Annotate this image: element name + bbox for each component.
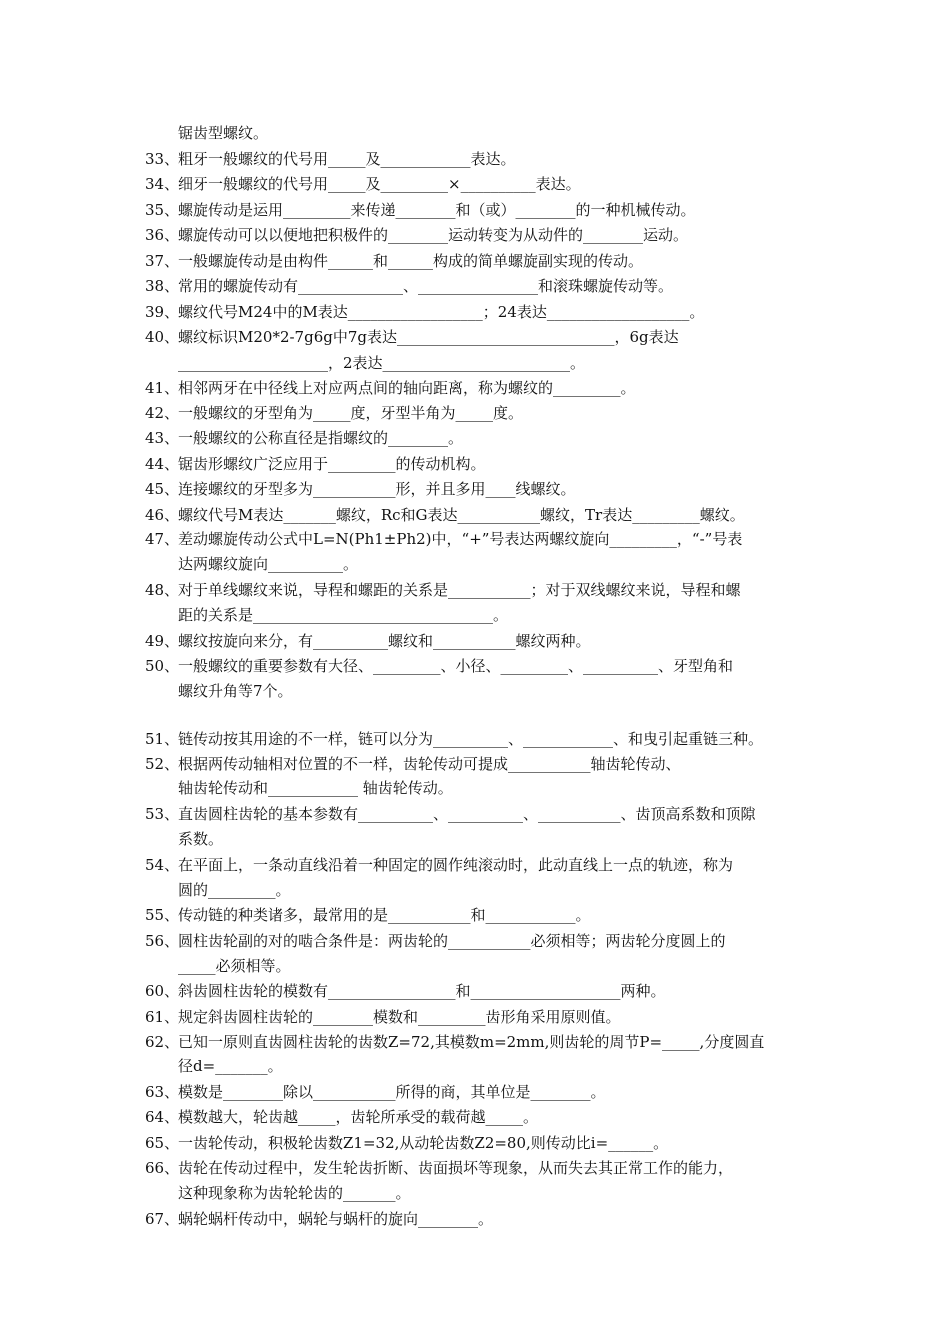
question-text: 螺纹代号M表达_______螺纹，Rc和G表达___________螺纹，Tr表达_________螺纹。 [178,506,745,524]
question-line [0,827,950,851]
question-line [0,853,950,877]
question-text: 锯齿型螺纹。 [178,124,269,142]
question-line [0,727,950,751]
question-text: 达两螺纹旋向__________。 [178,555,359,573]
question-line [0,752,950,776]
question-text: 螺纹标识M20*2-7g6g中7g表达_____________________________，6g表达 [178,328,679,346]
question-number: 61、 [145,1008,180,1026]
question-line [0,1030,950,1054]
question-text: 一般螺纹的牙型角为_____度，牙型半角为_____度。 [178,404,524,422]
question-line [0,527,950,551]
question-number: 45、 [145,480,180,498]
question-line [0,477,950,501]
question-number: 66、 [145,1159,180,1177]
question-number: 49、 [145,632,180,650]
question-line [0,552,950,576]
question-line [0,802,950,826]
question-number: 47、 [145,530,180,548]
question-line [0,401,950,425]
question-line [0,249,950,273]
question-number: 33、 [145,150,180,168]
question-number: 39、 [145,303,180,321]
question-text: 齿轮在传动过程中，发生轮齿折断、齿面损坏等现象，从而失去其正常工作的能力， [178,1159,734,1177]
question-text: 一齿轮传动，积极轮齿数Z1=32,从动轮齿数Z2=80,则传动比i=______。 [178,1134,669,1152]
question-line [0,198,950,222]
question-number: 41、 [145,379,180,397]
question-text: 一般螺旋传动是由构件______和______构成的简单螺旋副实现的传动。 [178,252,644,270]
question-number: 56、 [145,932,180,950]
question-text: 已知一原则直齿圆柱齿轮的齿数Z=72,其模数m=2mm,则齿轮的周节P=_____,分度圆直 [178,1033,765,1051]
question-line [0,603,950,627]
question-line [0,1054,950,1078]
question-number: 62、 [145,1033,180,1051]
question-number: 34、 [145,175,180,193]
question-number: 65、 [145,1134,180,1152]
question-line [0,147,950,171]
question-line [0,1005,950,1029]
question-text: 规定斜齿圆柱齿轮的________模数和_________齿形角采用原则值。 [178,1008,621,1026]
question-text: 距的关系是________________________________。 [178,606,509,624]
question-text: 圆的_________。 [178,881,291,899]
question-line [0,578,950,602]
question-line [0,1105,950,1129]
question-text: 相邻两牙在中径线上对应两点间的轴向距离，称为螺纹的_________。 [178,379,636,397]
question-text: 锯齿形螺纹广泛应用于_________的传动机构。 [178,455,486,473]
question-number: 55、 [145,906,180,924]
question-text: 径d=_______。 [178,1057,283,1075]
question-text: 螺纹按旋向来分，有__________螺纹和___________螺纹两种。 [178,632,591,650]
question-text: 连接螺纹的牙型多为___________形，并且多用____线螺纹。 [178,480,576,498]
question-text: 模数越大，轮齿越_____，齿轮所承受的载荷越_____。 [178,1108,539,1126]
question-number: 54、 [145,856,180,874]
question-number: 44、 [145,455,180,473]
question-line [0,903,950,927]
question-line [0,300,950,324]
question-line [0,452,950,476]
question-line [0,1181,950,1205]
question-line [0,1131,950,1155]
question-text: 链传动按其用途的不一样，链可以分为__________、____________、和曳引起重链三种。 [178,730,764,748]
question-line [0,274,950,298]
question-number: 38、 [145,277,180,295]
question-number: 51、 [145,730,180,748]
question-text: 斜齿圆柱齿轮的模数有_________________和____________________两种。 [178,982,666,1000]
question-line [0,954,950,978]
question-line [0,172,950,196]
question-text: 差动螺旋传动公式中L=N(Ph1±Ph2)中，“+”号表达两螺纹旋向_________，“-”号表 [178,530,743,548]
question-text: 在平面上，一条动直线沿着一种固定的圆作纯滚动时，此动直线上一点的轨迹，称为 [178,856,734,874]
question-text: 螺纹升角等7个。 [178,682,293,700]
question-number: 37、 [145,252,180,270]
question-number: 53、 [145,805,180,823]
question-text: 轴齿轮传动和____________ 轴齿轮传动。 [178,779,453,797]
question-text: 传动链的种类诸多，最常用的是___________和____________。 [178,906,591,924]
question-number: 48、 [145,581,180,599]
question-text: 一般螺纹的重要参数有大径、_________、小径、_________、__________、牙型角和 [178,657,734,675]
question-line [0,776,950,800]
question-number: 43、 [145,429,180,447]
question-number: 60、 [145,982,180,1000]
question-text: 对于单线螺纹来说，导程和螺距的关系是___________；对于双线螺纹来说，导程和螺 [178,581,741,599]
question-line [0,1080,950,1104]
question-line [0,121,950,145]
question-line [0,629,950,653]
question-number: 35、 [145,201,180,219]
question-text: 直齿圆柱齿轮的基本参数有__________、__________、___________、齿顶高系数和顶隙 [178,805,756,823]
question-text: 螺纹代号M24中的M表达__________________；24表达___________________。 [178,303,705,321]
question-line [0,979,950,1003]
question-number: 42、 [145,404,180,422]
question-number: 40、 [145,328,180,346]
question-text: 螺旋传动是运用_________来传递________和（或）________的一种机械传动。 [178,201,696,219]
question-text: 圆柱齿轮副的对的啮合条件是：两齿轮的___________必须相等；两齿轮分度圆上的 [178,932,726,950]
question-text: 蜗轮蜗杆传动中，蜗轮与蜗杆的旋向________。 [178,1210,494,1228]
question-number: 63、 [145,1083,180,1101]
question-text: 细牙一般螺纹的代号用_____及_________×__________表达。 [178,175,581,193]
question-line [0,1207,950,1231]
question-text: _____必须相等。 [178,957,291,975]
question-line [0,325,950,349]
question-text: 系数。 [178,830,224,848]
question-line [0,223,950,247]
question-text: 根据两传动轴相对位置的不一样，齿轮传动可提成___________轴齿轮传动、 [178,755,681,773]
question-line [0,376,950,400]
question-line [0,654,950,678]
question-number: 50、 [145,657,180,675]
question-text: 这种现象称为齿轮轮齿的_______。 [178,1184,411,1202]
question-text: 模数是________除以___________所得的商，其单位是________。 [178,1083,606,1101]
question-text: 粗牙一般螺纹的代号用_____及____________表达。 [178,150,516,168]
question-number: 46、 [145,506,180,524]
question-number: 52、 [145,755,180,773]
question-text: ____________________，2表达_________________________。 [178,354,586,372]
question-text: 一般螺纹的公称直径是指螺纹的________。 [178,429,464,447]
question-line [0,878,950,902]
question-number: 67、 [145,1210,180,1228]
question-line [0,503,950,527]
question-number: 36、 [145,226,180,244]
question-line [0,929,950,953]
question-line [0,679,950,703]
question-text: 螺旋传动可以以便地把积极件的________运动转变为从动件的________运动。 [178,226,689,244]
question-text: 常用的螺旋传动有______________、________________和滚珠螺旋传动等。 [178,277,674,295]
question-number: 64、 [145,1108,180,1126]
question-line [0,351,950,375]
question-line [0,426,950,450]
question-line [0,1156,950,1180]
